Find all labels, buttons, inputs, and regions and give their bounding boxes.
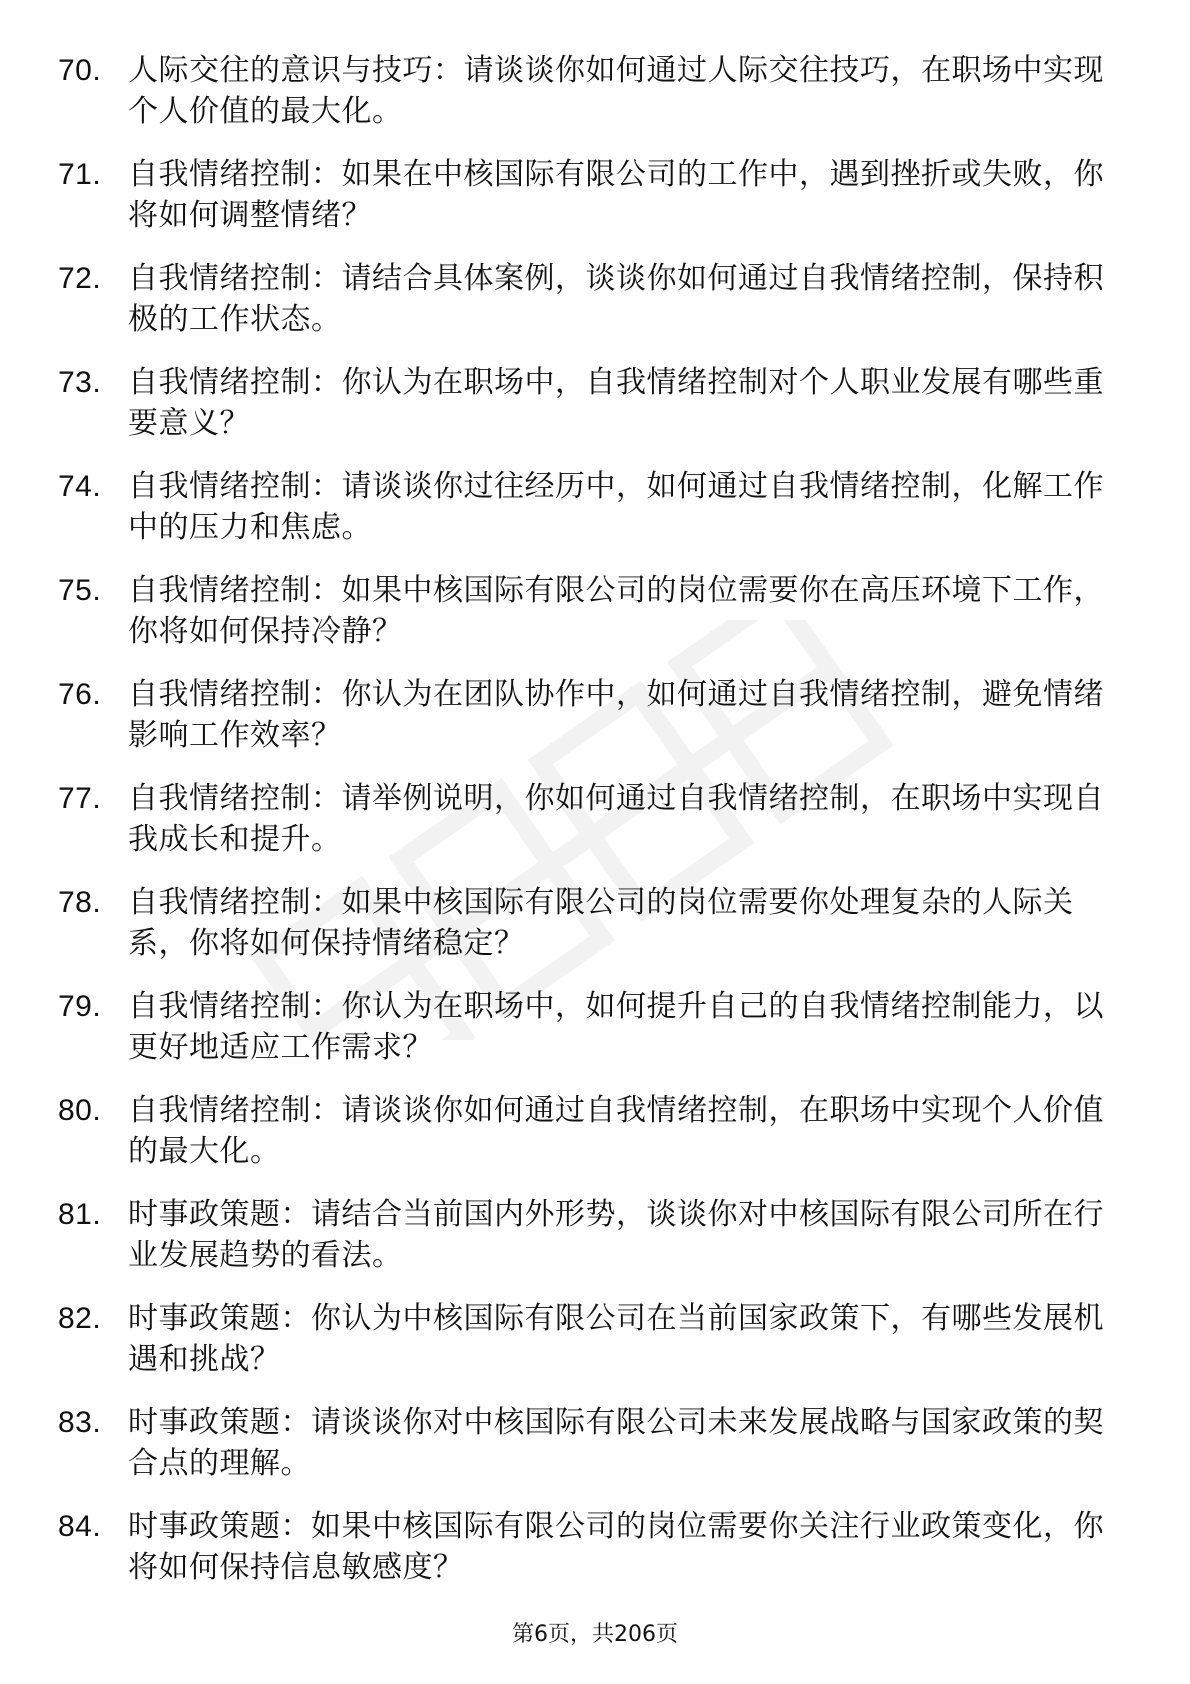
- list-item: [58, 258, 1118, 362]
- question-text: 时事政策题：如果中核国际有限公司的岗位需要你关注行业政策变化，你将如何保持信息敏感度？: [128, 1509, 1104, 1585]
- question-text: 自我情绪控制：你认为在团队协作中，如何通过自我情绪控制，避免情绪影响工作效率？: [128, 677, 1104, 753]
- question-number: 70.: [58, 54, 102, 87]
- list-item: [58, 466, 1118, 570]
- list-item: [58, 674, 1118, 778]
- list-item: [58, 1402, 1118, 1506]
- list-item: [58, 1090, 1118, 1194]
- list-item: [58, 362, 1118, 466]
- question-number: 72.: [58, 262, 102, 295]
- question-number: 84.: [58, 1510, 102, 1543]
- question-number: 82.: [58, 1302, 102, 1335]
- question-text: 自我情绪控制：请谈谈你过往经历中，如何通过自我情绪控制，化解工作中的压力和焦虑。: [128, 469, 1104, 545]
- question-list: [58, 50, 1118, 1610]
- list-item: [58, 1194, 1118, 1298]
- question-number: 73.: [58, 366, 102, 399]
- question-text: 时事政策题：你认为中核国际有限公司在当前国家政策下，有哪些发展机遇和挑战？: [128, 1301, 1104, 1377]
- list-item: [58, 882, 1118, 986]
- question-text: 自我情绪控制：你认为在职场中，如何提升自己的自我情绪控制能力，以更好地适应工作需求？: [128, 989, 1104, 1065]
- list-item: [58, 1298, 1118, 1402]
- question-number: 83.: [58, 1406, 102, 1439]
- list-item: [58, 50, 1118, 154]
- question-text: 自我情绪控制：如果在中核国际有限公司的工作中，遇到挫折或失败，你将如何调整情绪？: [128, 157, 1104, 233]
- page-footer: 第6页，共206页: [512, 1622, 678, 1647]
- list-item: [58, 154, 1118, 258]
- question-number: 77.: [58, 782, 102, 815]
- question-text: 自我情绪控制：请结合具体案例，谈谈你如何通过自我情绪控制，保持积极的工作状态。: [128, 261, 1104, 337]
- question-text: 时事政策题：请结合当前国内外形势，谈谈你对中核国际有限公司所在行业发展趋势的看法。: [128, 1197, 1104, 1273]
- question-text: 自我情绪控制：请谈谈你如何通过自我情绪控制，在职场中实现个人价值的最大化。: [128, 1093, 1104, 1169]
- question-number: 75.: [58, 574, 102, 607]
- question-number: 81.: [58, 1198, 102, 1231]
- list-item: [58, 986, 1118, 1090]
- question-text: 自我情绪控制：如果中核国际有限公司的岗位需要你处理复杂的人际关系，你将如何保持情绪稳定？: [128, 885, 1074, 961]
- question-number: 71.: [58, 158, 102, 191]
- question-text: 时事政策题：请谈谈你对中核国际有限公司未来发展战略与国家政策的契合点的理解。: [128, 1405, 1104, 1481]
- question-number: 80.: [58, 1094, 102, 1127]
- question-text: 人际交往的意识与技巧：请谈谈你如何通过人际交往技巧，在职场中实现个人价值的最大化。: [128, 53, 1104, 129]
- question-text: 自我情绪控制：请举例说明，你如何通过自我情绪控制，在职场中实现自我成长和提升。: [128, 781, 1104, 857]
- list-item: [58, 570, 1118, 674]
- question-number: 78.: [58, 886, 102, 919]
- question-text: 自我情绪控制：你认为在职场中，自我情绪控制对个人职业发展有哪些重要意义？: [128, 365, 1104, 441]
- list-item: [58, 1506, 1118, 1610]
- list-item: [58, 778, 1118, 882]
- question-text: 自我情绪控制：如果中核国际有限公司的岗位需要你在高压环境下工作，你将如何保持冷静？: [128, 573, 1104, 649]
- question-number: 79.: [58, 990, 102, 1023]
- question-number: 76.: [58, 678, 102, 711]
- question-number: 74.: [58, 470, 102, 503]
